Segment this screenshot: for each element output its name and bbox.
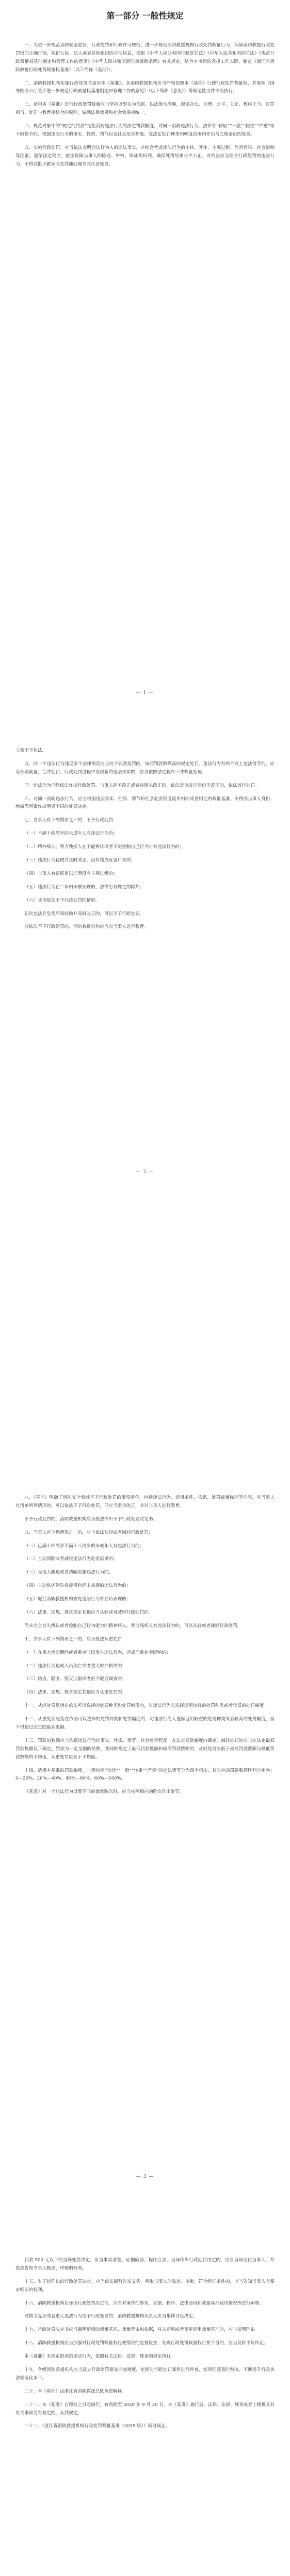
paragraph: 罚款 500 元以下的当场处罚决定，应当事实清楚、证据确凿、程序合法，当场作出行政处罚决定的，应当当场交付当事人，并依法告知当事人陈述、申辩的权利。 bbox=[15, 2258, 275, 2271]
paragraph: 三、适用本《基准》进行行政处罚裁量应当坚持以事实为依据、以法律为准绳，遵循合法、合理、公平、公正、程序正当、过罚相当、处罚与教育相结合的原则，做到法律效果和社会效果相统一。 bbox=[15, 102, 275, 116]
paragraph: 十九、各级消防救援机构应当建立行政处罚案卷评查制度，定期对行政处罚案件进行评查，发现问题及时整改，不断提升行政执法规范化水平。 bbox=[15, 2367, 275, 2381]
page-number: — 2 — bbox=[136, 1170, 154, 1175]
paragraph: 十、当事人有下列情形之一的，应当依法从重处罚： bbox=[24, 1636, 126, 1642]
paragraph: 二十一、本《基准》自印发之日起施行，有效期至 2029 年 9 月 30 日。本《基准》施行后，法律、法规、规章或者上级机关对有关事项另有规定的，从其规定。 bbox=[15, 2402, 275, 2416]
paragraph: 十四、适用本基准的罚款幅度，一般按照“较轻”“一般”“较重”“严重”的违法情节分为四个档次，其对应的罚款数额区间分别为：0—20%、20%—40%、40%—60%、60%—100%。 bbox=[15, 1768, 275, 1782]
paragraph: 二十、本《基准》由浙江省消防救援总队负责解释。 bbox=[24, 2388, 126, 2394]
page-1 bbox=[0, 0, 290, 174]
list-item: （一）不满十四周岁的未成年人有违法行为的； bbox=[24, 831, 118, 837]
paragraph: 二十二、《浙江省消防救援机构行政处罚裁量基准（2019 版）》同时废止。 bbox=[24, 2424, 170, 2429]
list-item: （五）违法行为在二年内未被发现的，法律另有规定的除外； bbox=[24, 884, 144, 890]
paragraph: 对依法不予行政处罚的，消防救援机构应当对当事人进行教育。 bbox=[24, 924, 149, 930]
page-3 bbox=[0, 1494, 290, 1802]
page-4 bbox=[0, 2257, 290, 2436]
paragraph: 六、对同一消防违法行为，应当根据违法事实、性质、情节和社会危害程度适用相同或者相近的裁量基准，不得因当事人身份、地域等因素作出明显不同的处罚决定。 bbox=[15, 796, 275, 810]
paragraph: 十三、罚款的数额应当依据违法行为的事实、性质、情节、社会危害程度，在法定罚款幅度内确定，减轻处罚的应当在法定最低罚款数额以下确定。罚款为一定金额的倍数，并同时规定了最低罚款数额和最高罚款数额的，从轻处罚应低于最高罚款数额与最低罚款数额的平均值，从重处罚应高于平均值。 bbox=[15, 1738, 275, 1760]
paragraph: 《基准》对一个违法行为设置不同的裁量阶次时，应当按照相应的阶次作出处罚。 bbox=[24, 1789, 184, 1795]
paragraph: 本《基准》未规定的消防违法行为，依照有关法律、法规、规章的规定执行。 bbox=[24, 2354, 175, 2360]
paragraph: 十五、对于拟作出的行政处罚决定，应当依法履行告知义务，听取当事人的陈述、申辩，符合听证条件的，应当告知当事人有要求听证的权利。 bbox=[15, 2279, 275, 2293]
paragraph: 五、同一个违法行为违反多个法律规范应当给予罚款处罚的，按照罚款数额高的规定处罚。违法行为有两个以上违法情节的，应当分别裁量，合并处罚。行政处罚过程中发现新的违法事实的，应当依照法定程序一并裁量处理。 bbox=[15, 761, 275, 775]
paragraph: 立案不予执法。 bbox=[15, 748, 47, 753]
page-number: — 3 — bbox=[136, 2174, 154, 2179]
paragraph: 不予行政处罚的，消防救援机构应当依法作出不予行政处罚决定书。 bbox=[24, 1516, 158, 1522]
page-number: — 1 — bbox=[136, 690, 154, 696]
list-item: （三）违法行为轻微并及时改正，没有造成危害后果的； bbox=[24, 858, 136, 863]
list-item: （四）当事人有证据足以证明没有主观过错的； bbox=[24, 871, 118, 876]
paragraph: 九、当事人有下列情形之一的，应当依法从轻或者减轻行政处罚： bbox=[24, 1530, 153, 1535]
paragraph: 一、为进一步规范消防安全监管，行政处罚和行政许可规范，进一步规范消防救援机构行政处罚裁量行为，保障消防救援行政处罚权的正确行使，保护公民、法人或者其他组织的合法权益，根据《中华人民共和国行政处罚法》《中华人民共和国消防法》《规范行政裁量权基准制定和管理工作的意见》《中华人民共和国消防救援衔条例》有关规定，结合本市消防救援工作实际，制定《浙江省消防救援行政处罚裁量权基准》（以下简称《基准》）。 bbox=[15, 43, 275, 73]
page-2 bbox=[0, 747, 290, 937]
list-item: （六）法律、法规、规章规定其他应当从轻或者减轻行政处罚的。 bbox=[24, 1610, 153, 1616]
paragraph: 十二、从重处罚是指在依法可以选择的处罚种类和处罚幅度内，对违法行为人选择适用较重的处罚种类或者较高的处罚幅度，但不得超过法定的最高限额。 bbox=[15, 1717, 275, 1731]
list-item: （一）在重大活动期间或者重点时段发生违法行为，造成严重社会影响的； bbox=[24, 1650, 171, 1655]
document-title: 第一部分 一般性规定 bbox=[106, 11, 184, 21]
list-item: （二）精神病人、智力残疾人在不能辨认或者不能控制自己行为时有违法行为的； bbox=[24, 844, 184, 850]
list-item: （四）法律、法规、规章规定其他应当从重处罚的。 bbox=[24, 1690, 126, 1696]
paragraph: 对情节复杂或者重大违法行为给予行政处罚的，消防救援机构负责人应当集体讨论决定。 bbox=[24, 2314, 198, 2319]
list-item: （三）受他人胁迫或者诱骗实施违法行为的； bbox=[24, 1570, 114, 1575]
list-item: （五）配合消防救援机构查处违法行为有立功表现的； bbox=[24, 1597, 131, 1602]
list-item: （二）主动消除或者减轻违法行为危害后果的； bbox=[24, 1556, 118, 1562]
paragraph: 十七、行政处罚决定书应当载明适用的裁量基准、裁量理由和依据，对未适用或者变更适用裁量基准的，应当说明理由。 bbox=[24, 2327, 260, 2333]
paragraph: 十一、从轻处罚是指在依法可以选择的处罚种类和处罚幅度内，对违法行为人选择适用较轻的处罚种类或者较低的处罚幅度。 bbox=[24, 1703, 268, 1709]
paragraph: 十六、消防救援机构在作出行政处罚决定前，应当对案件的事实、证据、程序、法律适用和裁量基准适用情况等进行审核。 bbox=[24, 2300, 264, 2306]
paragraph: 八、《基准》明确了消防安全领域不予行政处罚的事项清单，包括违法行为、适用条件、依据、处罚裁量标准等内容，对当事人有清单所列情形的，可以依法不予行政处罚，但应当责令改正，并对当事人进行教育。 bbox=[15, 1495, 275, 1509]
list-item: （一）已满十四周岁不满十八周岁的未成年人有违法行为的； bbox=[24, 1543, 144, 1549]
paragraph: 四、规范对象中的“规定的罚款”是指消防违法行为的法定罚款幅度。对同一消防违法行为，法律有“较轻”“一般”“较重”“严重”等不同情节的，根据违法行为的事实、性质、情节以及社会危害程度，在法定处罚种类和幅度范围内作出与之相适应的处罚。 bbox=[15, 124, 275, 138]
paragraph: 十八、消防救援机构应当加强对行政处罚裁量权行使情况的监督检查，发现行政处罚裁量权行使不当的，应当及时予以纠正。 bbox=[24, 2341, 268, 2346]
list-item: （六）其他依法不予行政处罚的情形。 bbox=[24, 897, 100, 903]
paragraph: 七、当事人有下列情形之一的，不予行政处罚： bbox=[24, 818, 118, 823]
paragraph: 五、实施行政处罚，应当依法查明违法行为人的违法事实，并综合考虑违法行为的主体、客体、主观过错、危害后果、社会影响等因素，遵循法定程序，依法保障当事人的陈述、申辩、听证等权利，确保处罚结果公平公正。对依法应当给予行政处罚的违法行为，不得以批评教育或者其他处理方式代替处罚。 bbox=[15, 145, 275, 167]
paragraph: 初次违法且危害后果轻微并及时改正的，可以不予行政处罚。 bbox=[24, 911, 144, 917]
paragraph: 同一违法行为已经依法作出行政处罚，当事人拒不改正或者逾期未改正的，依法责令改正后仍不改正的，依法另行处罚。 bbox=[24, 783, 260, 788]
list-item: （四）主动供述消防救援机构尚未掌握的违法行为的； bbox=[24, 1583, 131, 1589]
list-item: （二）违法行为造成人员伤亡或者重大财产损失的； bbox=[24, 1663, 126, 1669]
paragraph: 二、消防救援机构实施行政处罚时适用本《基准》。各消防救援机构应当严格依照本《基准》行使行政处罚裁量权，并参照《国务院办公厅关于进一步规范行政裁量权基准制定和管理工作的意见》（以下简称《意见》）等规范性文件予以执行。 bbox=[15, 80, 275, 94]
list-item: （三）伪造、隐匿、毁灭证据或者拒不配合调查的； bbox=[24, 1676, 126, 1682]
paragraph: 尚未完全丧失辨认或者控制自己行为能力的精神病人、智力残疾人有违法行为的，可以从轻或者减轻行政处罚。 bbox=[24, 1623, 242, 1629]
